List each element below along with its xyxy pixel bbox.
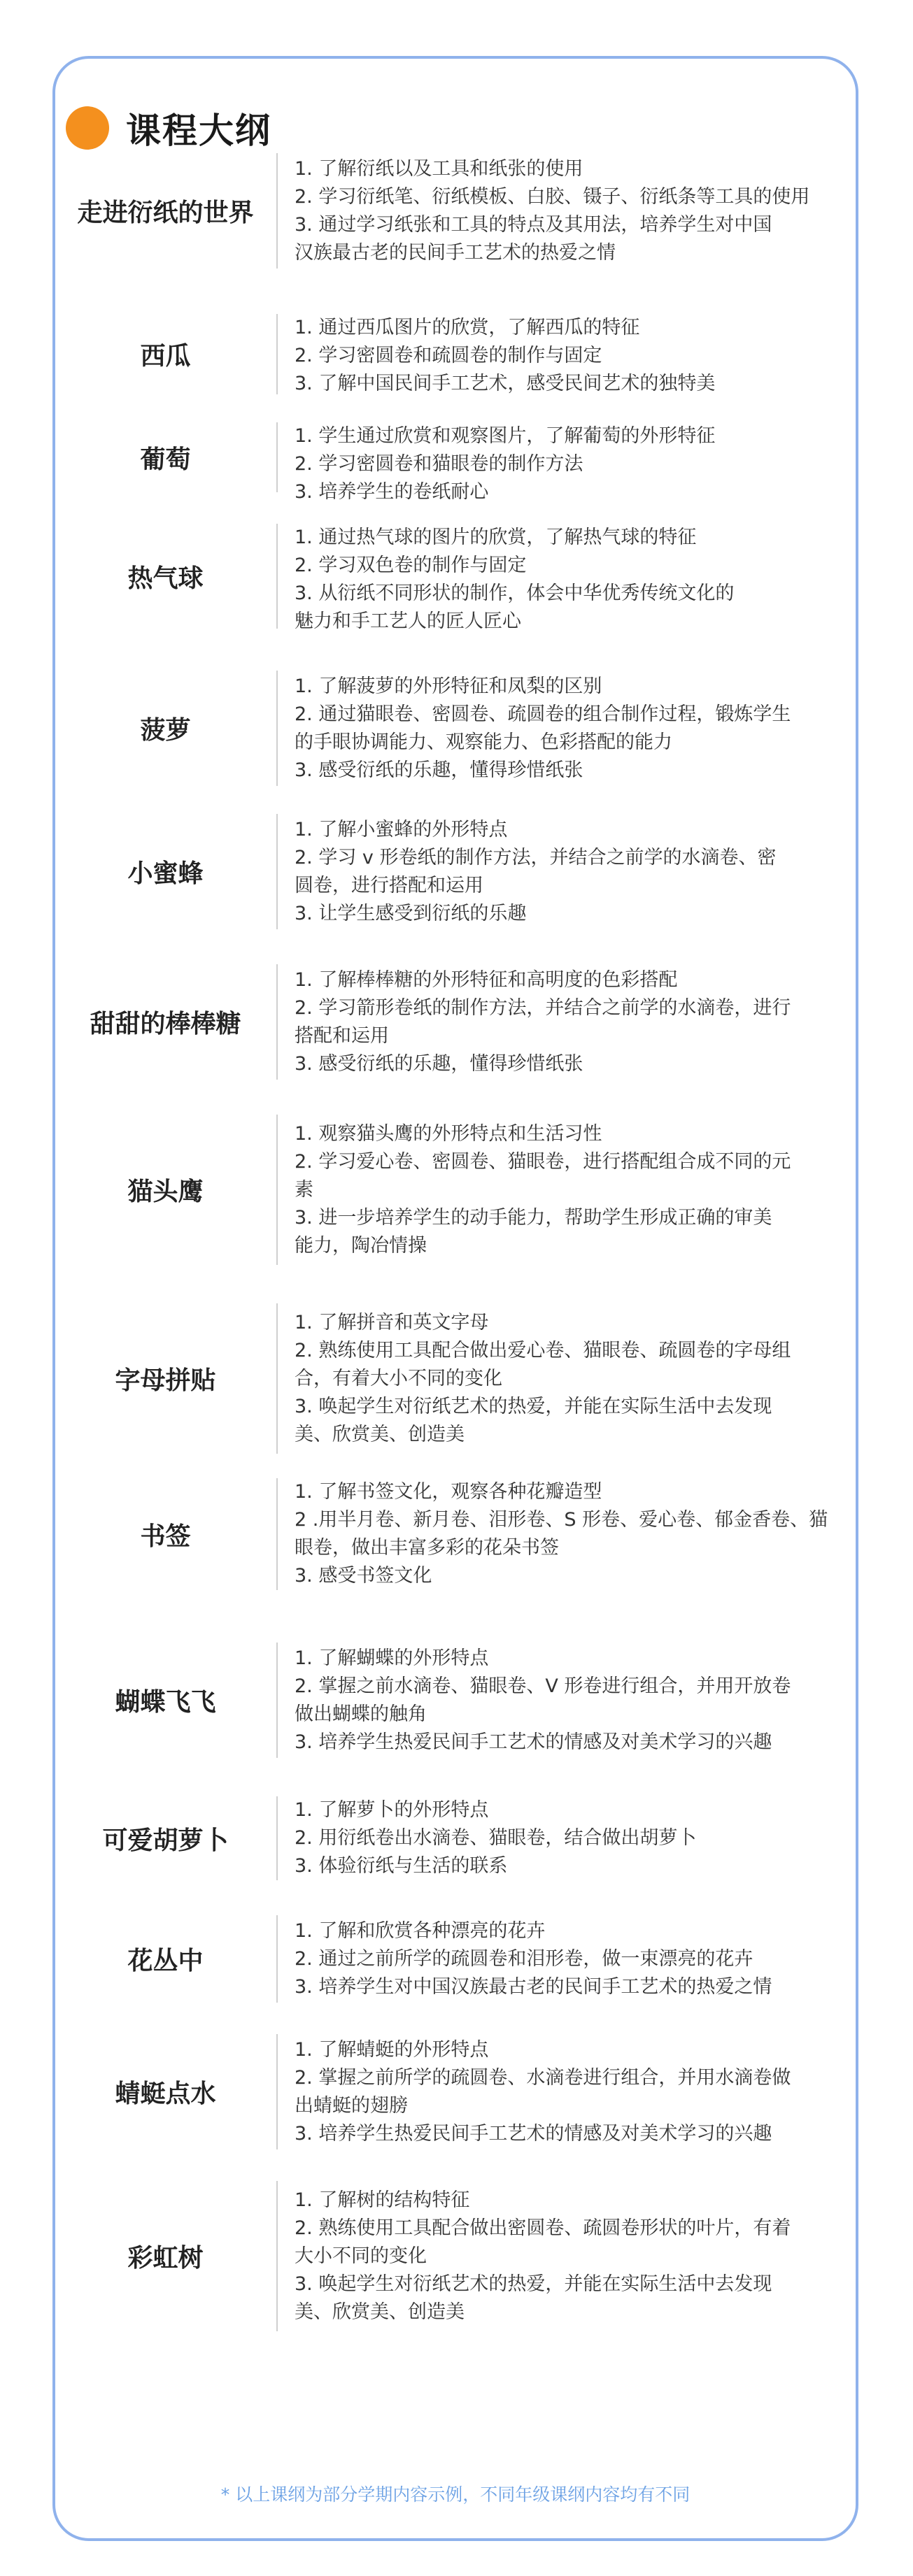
objective-line: 3. 培养学生对中国汉族最古老的民间手工艺术的热爱之情	[295, 1975, 772, 1998]
objective-line: 3. 通过学习纸张和工具的特点及其用法，培养学生对中国	[295, 213, 772, 236]
divider-line	[276, 1915, 278, 2003]
objective-line: 3. 进一步培养学生的动手能力，帮助学生形成正确的审美	[295, 1206, 772, 1229]
objective-line: 1. 通过西瓜图片的欣赏，了解西瓜的特征	[295, 317, 640, 338]
divider-line	[276, 2181, 278, 2331]
lesson-objectives	[295, 2036, 840, 2148]
divider-line	[276, 1115, 278, 1265]
lesson-name: 菠萝	[140, 716, 191, 745]
objective-line: 3. 培养学生热爱民间手工艺术的情感及对美术学习的兴趣	[295, 2122, 772, 2145]
syllabus-card	[52, 56, 858, 2541]
objective-line: 2. 熟练使用工具配合做出爱心卷、猫眼卷、疏圆卷的字母组	[295, 1339, 791, 1361]
objective-line: 1. 了解书签文化，观察各种花瓣造型	[295, 1481, 602, 1503]
objective-line: 1. 了解拼音和英文字母	[295, 1311, 489, 1333]
objective-line: 汉族最古老的民间手工艺术的热爱之情	[295, 241, 616, 264]
objective-line: 2. 通过之前所学的疏圆卷和泪形卷，做一束漂亮的花卉	[295, 1947, 753, 1970]
objective-line: 1. 通过热气球的图片的欣赏，了解热气球的特征	[295, 527, 697, 548]
lesson-objectives	[295, 2187, 840, 2326]
lesson-name: 西瓜	[140, 342, 191, 371]
footer-note: * 以上课纲为部分学期内容示例，不同年级课纲内容均有不同	[220, 2484, 691, 2505]
lesson-row	[55, 1303, 856, 1454]
divider-line	[276, 671, 278, 786]
lesson-row	[55, 314, 856, 394]
divider-line	[276, 964, 278, 1080]
lesson-name: 小蜜蜂	[127, 859, 204, 888]
lesson-objectives	[295, 1309, 840, 1449]
lesson-objectives	[295, 524, 840, 636]
objective-line: 3. 唤起学生对衍纸艺术的热爱，并能在实际生活中去发现	[295, 1395, 772, 1417]
objective-line: 1. 学生通过欣赏和观察图片，了解葡萄的外形特征	[295, 425, 716, 447]
objective-line: 3. 唤起学生对衍纸艺术的热爱，并能在实际生活中去发现	[295, 2273, 772, 2295]
lesson-row	[55, 1478, 856, 1590]
lesson-objectives	[295, 1917, 840, 2001]
lesson-name: 甜甜的棒棒糖	[90, 1010, 241, 1038]
objective-line: 3. 感受书签文化	[295, 1565, 432, 1587]
lesson-name: 花丛中	[127, 1947, 204, 1975]
divider-line	[276, 2034, 278, 2149]
objective-line: 魅力和手工艺人的匠人匠心	[295, 610, 521, 632]
lesson-row	[55, 524, 856, 632]
objective-line: 眼卷，做出丰富多彩的花朵书签	[295, 1537, 559, 1559]
objective-line: 1. 了解蜻蜓的外形特点	[295, 2038, 489, 2061]
objective-line: 的手眼协调能力、观察能力、色彩搭配的能力	[295, 731, 672, 753]
lesson-objectives	[295, 422, 840, 506]
lesson-name: 彩虹树	[127, 2244, 204, 2273]
lesson-objectives	[295, 1796, 840, 1880]
objective-line: 2. 熟练使用工具配合做出密圆卷、疏圆卷形状的叶片，有着	[295, 2217, 791, 2239]
objective-line: 2 .用半月卷、新月卷、泪形卷、S 形卷、爱心卷、郁金香卷、猫	[295, 1509, 828, 1531]
lesson-objectives	[295, 1120, 840, 1260]
lesson-name: 蜻蜓点水	[115, 2080, 216, 2108]
objective-line: 2. 学习衍纸笔、衍纸模板、白胶、镊子、衍纸条等工具的使用	[295, 185, 810, 208]
lesson-objectives	[295, 1645, 840, 1756]
objective-line: 2. 掌握之前水滴卷、猫眼卷、V 形卷进行组合，并用开放卷	[295, 1675, 791, 1697]
lesson-row	[55, 671, 856, 786]
objective-line: 2. 学习密圆卷和疏圆卷的制作与固定	[295, 345, 602, 366]
objective-line: 1. 了解衍纸以及工具和纸张的使用	[295, 157, 583, 180]
lesson-objectives	[295, 314, 840, 398]
page-title: 课程大纲	[126, 110, 271, 151]
lesson-name: 热气球	[127, 564, 204, 593]
objective-line: 3. 培养学生的卷纸耐心	[295, 481, 489, 503]
objective-line: 1. 了解萝卜的外形特点	[295, 1799, 489, 1821]
objective-line: 1. 观察猫头鹰的外形特点和生活习性	[295, 1122, 602, 1145]
lesson-objectives	[295, 155, 840, 267]
lesson-objectives	[295, 966, 840, 1078]
orange-dot-icon	[66, 106, 109, 150]
objective-line: 1. 了解小蜜蜂的外形特点	[295, 818, 508, 840]
objective-line: 3. 体验衍纸与生活的联系	[295, 1855, 508, 1877]
objective-line: 3. 培养学生热爱民间手工艺术的情感及对美术学习的兴趣	[295, 1731, 772, 1753]
objective-line: 2. 学习密圆卷和猫眼卷的制作方法	[295, 453, 583, 475]
lesson-name: 书签	[140, 1522, 191, 1551]
lesson-row	[55, 1643, 856, 1758]
objective-line: 美、欣赏美、创造美	[295, 1423, 465, 1445]
divider-line	[276, 1796, 278, 1880]
objective-line: 3. 让学生感受到衍纸的乐趣	[295, 902, 527, 924]
lesson-objectives	[295, 673, 840, 785]
objective-line: 素	[295, 1178, 313, 1201]
lesson-row	[55, 964, 856, 1080]
objective-line: 2. 通过猫眼卷、密圆卷、疏圆卷的组合制作过程，锻炼学生	[295, 703, 791, 725]
objective-line: 美、欣赏美、创造美	[295, 2300, 465, 2323]
divider-line	[276, 1303, 278, 1454]
objective-line: 出蜻蜓的翅膀	[295, 2094, 408, 2117]
objective-line: 能力，陶冶情操	[295, 1234, 427, 1257]
objective-line: 3. 感受衍纸的乐趣，懂得珍惜纸张	[295, 1052, 583, 1075]
lesson-row	[55, 814, 856, 929]
divider-line	[276, 422, 278, 492]
objective-line: 1. 了解棒棒糖的外形特征和高明度的色彩搭配	[295, 968, 678, 991]
objective-line: 3. 从衍纸不同形状的制作，体会中华优秀传统文化的	[295, 582, 735, 604]
lesson-name: 葡萄	[140, 445, 191, 474]
objective-line: 2. 学习双色卷的制作与固定	[295, 554, 527, 576]
lesson-name: 猫头鹰	[127, 1178, 204, 1206]
divider-line	[276, 524, 278, 629]
lesson-row	[55, 1915, 856, 2003]
objective-line: 1. 了解和欣赏各种漂亮的花卉	[295, 1919, 546, 1942]
objective-line: 1. 了解蝴蝶的外形特点	[295, 1647, 489, 1669]
objective-line: 3. 了解中国民间手工艺术，感受民间艺术的独特美	[295, 373, 716, 394]
objective-line: 搭配和运用	[295, 1024, 389, 1047]
divider-line	[276, 153, 278, 269]
divider-line	[276, 1478, 278, 1590]
objective-line: 3. 感受衍纸的乐趣，懂得珍惜纸张	[295, 759, 583, 781]
lesson-name: 走进衍纸的世界	[77, 199, 254, 227]
header	[66, 103, 271, 153]
objective-line: 做出蝴蝶的触角	[295, 1703, 427, 1725]
objective-line: 1. 了解树的结构特征	[295, 2189, 470, 2211]
lesson-name: 蝴蝶飞飞	[115, 1688, 216, 1717]
objective-line: 圆卷，进行搭配和运用	[295, 874, 483, 896]
objective-line: 2. 学习 v 形卷纸的制作方法，并结合之前学的水滴卷、密	[295, 846, 777, 868]
objective-line: 2. 学习爱心卷、密圆卷、猫眼卷，进行搭配组合成不同的元	[295, 1150, 791, 1173]
divider-line	[276, 1643, 278, 1758]
lesson-name: 可爱胡萝卜	[102, 1826, 229, 1855]
divider-line	[276, 814, 278, 929]
lesson-objectives	[295, 816, 840, 928]
lesson-row	[55, 153, 856, 269]
objective-line: 2. 学习箭形卷纸的制作方法，并结合之前学的水滴卷，进行	[295, 996, 791, 1019]
divider-line	[276, 314, 278, 394]
lesson-row	[55, 2034, 856, 2149]
lesson-objectives	[295, 1478, 840, 1590]
objective-line: 2. 用衍纸卷出水滴卷、猫眼卷，结合做出胡萝卜	[295, 1827, 697, 1849]
objective-line: 合，有着大小不同的变化	[295, 1367, 502, 1389]
objective-line: 大小不同的变化	[295, 2245, 427, 2267]
lesson-row	[55, 422, 856, 503]
objective-line: 2. 掌握之前所学的疏圆卷、水滴卷进行组合，并用水滴卷做	[295, 2066, 791, 2089]
lesson-row	[55, 1796, 856, 1880]
lesson-row	[55, 1115, 856, 1265]
lesson-name: 字母拼贴	[115, 1366, 216, 1395]
lesson-row	[55, 2181, 856, 2331]
objective-line: 1. 了解菠萝的外形特征和凤梨的区别	[295, 675, 602, 697]
